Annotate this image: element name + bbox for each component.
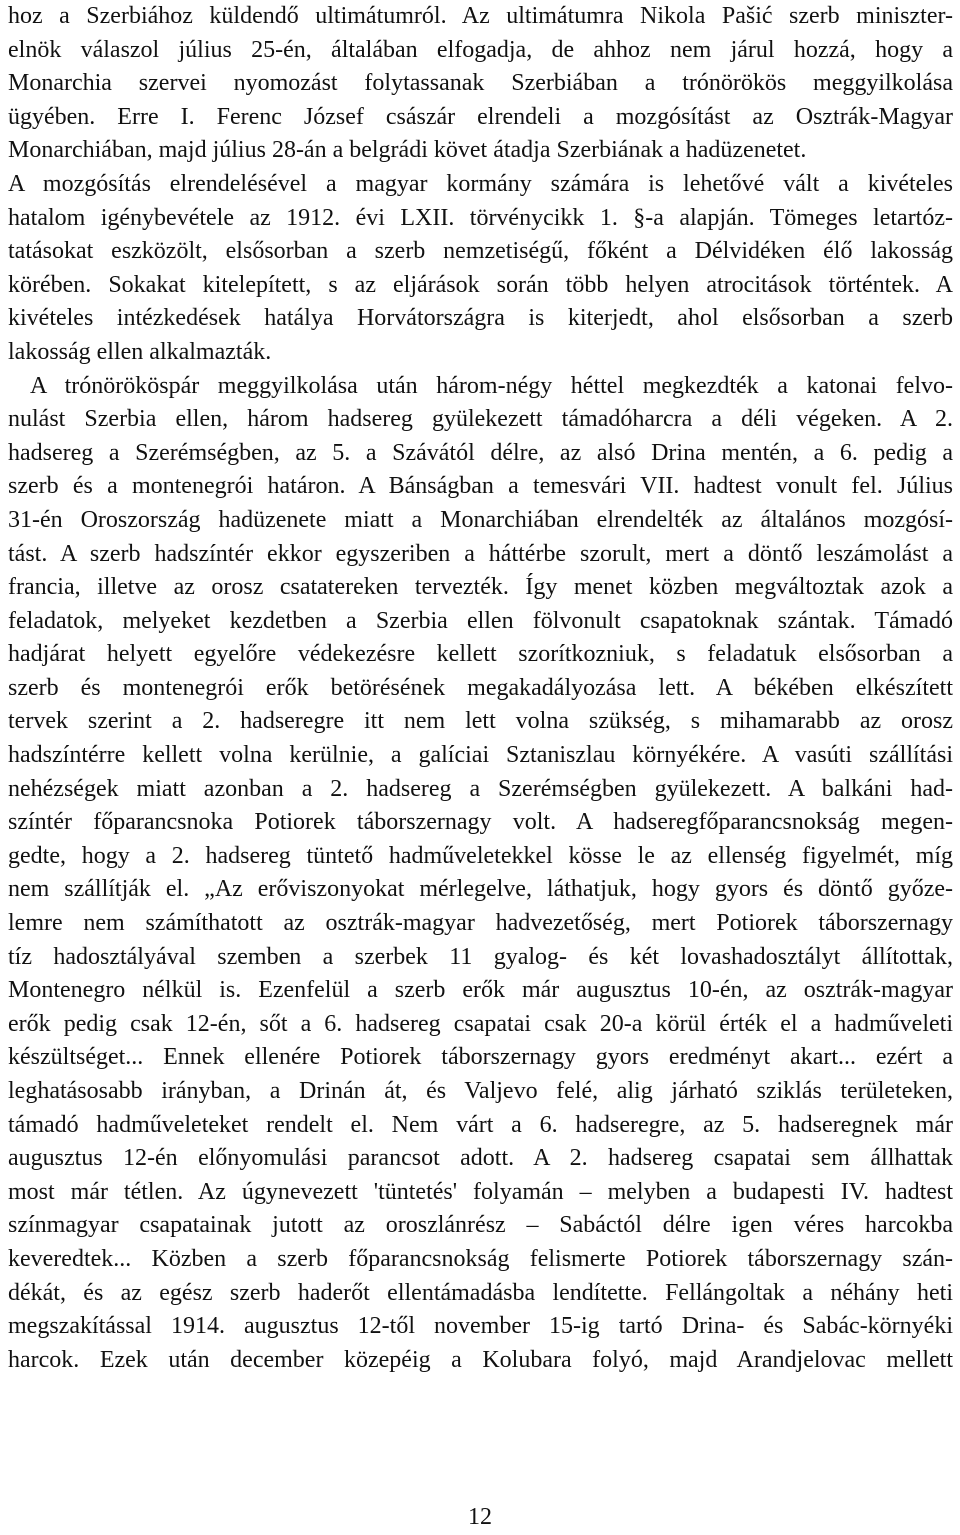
text-line: hatalom igénybevétele az 1912. évi LXII. törvénycikk 1. §-a alapján. Tömeges letartóz- <box>8 204 953 231</box>
text-line: 31-én Oroszország hadüzenete miatt a Monarchiában elrendelték az általános mozgósí- <box>8 506 953 533</box>
text-line: hadjárat helyett egyelőre védekezésre kellett szorítkozniuk, s feladatuk elsősorban a <box>8 641 953 668</box>
text-line: támadó hadműveleteket rendelt el. Nem várt a 6. hadseregre, az 5. hadseregnek már <box>8 1111 953 1138</box>
text-line: ügyében. Erre I. Ferenc József császár elrendeli a mozgósítást az Osztrák-Magyar <box>8 103 953 130</box>
text-line: nulást Szerbia ellen, három hadsereg gyülekezett támadóharcra a déli végeken. A 2. <box>8 406 953 433</box>
text-line: tervek szerint a 2. hadseregre itt nem lett volna szükség, s mihamarabb az orosz <box>8 708 953 735</box>
text-line: hadszíntérre kellett volna kerülnie, a galíciai Sztaniszlau környékére. A vasúti szállítási <box>8 742 953 769</box>
text-line: színmagyar csapatainak jutott az oroszlánrész – Sabáctól délre igen véres harcokba <box>8 1212 953 1239</box>
text-line: harcok. Ezek után december közepéig a Kolubara folyó, majd Arandjelovac mellett <box>8 1346 953 1373</box>
text-line: tíz hadosztályával szemben a szerbek 11 gyalog- és két lovashadosztályt állítottak, <box>8 943 953 970</box>
text-line: most már tétlen. Az úgynevezett 'tüntetés' folyamán – melyben a budapesti IV. hadtest <box>8 1178 953 1205</box>
text-line: elnök válaszol július 25-én, általában elfogadja, de ahhoz nem járul hozzá, hogy a <box>8 36 953 63</box>
text-line: erők pedig csak 12-én, sőt a 6. hadsereg csapatai csak 20-a körül érték el a hadműveleti <box>8 1010 953 1037</box>
text-line: hoz a Szerbiához küldendő ultimátumról. Az ultimátumra Nikola Pašić szerb miniszter- <box>8 3 953 29</box>
text-line: kivételes intézkedések hatálya Horvátországra is kiterjedt, ahol elsősorban a szerb <box>8 305 953 332</box>
paragraph-start-line: A trónörököspár meggyilkolása után három-négy héttel megkezdték a katonai felvo- <box>30 372 953 399</box>
text-line: megszakítással 1914. augusztus 12-től november 15-ig tartó Drina- és Sabác-környéki <box>8 1313 953 1340</box>
text-line: tatásokat eszközölt, elsősorban a szerb nemzetiségű, főként a Délvidéken élő lakosság <box>8 238 953 265</box>
text-line: francia, illetve az orosz csatatereken tervezték. Így menet közben megváltoztak azok a <box>8 574 953 601</box>
text-line: Montenegro nélkül is. Ezenfelül a szerb erők már augusztus 10-én, az osztrák-magyar <box>8 977 953 1004</box>
text-line: A mozgósítás elrendelésével a magyar kormány számára is lehetővé vált a kivételes <box>8 170 953 197</box>
document-body <box>8 0 953 1377</box>
text-line: augusztus 12-én előnyomulási parancsot adott. A 2. hadsereg csapatai sem állhattak <box>8 1145 953 1172</box>
text-line: leghatásosabb irányban, a Drinán át, és Valjevo felé, alig járható sziklás területeken, <box>8 1078 953 1104</box>
text-line: hadsereg a Szerémségben, az 5. a Szávától délre, az alsó Drina mentén, a 6. pedig a <box>8 439 953 466</box>
text-line: körében. Sokakat kitelepített, s az eljárások során több helyen atrocitások történtek. A <box>8 271 953 298</box>
text-line: készültséget... Ennek ellenére Potiorek táborszernagy gyors eredményt akart... ezért a <box>8 1044 953 1071</box>
text-line: szerb és montenegrói erők betörésének megakadályozása lett. A békében elkészített <box>8 674 953 701</box>
text-line: tást. A szerb hadszíntér ekkor egyszeriben a háttérbe szorult, mert a döntő leszámolást a <box>8 540 953 567</box>
text-line: nehézségek miatt azonban a 2. hadsereg a Szerémségben gyülekezett. A balkáni had- <box>8 775 953 802</box>
text-line: lemre nem számíthatott az osztrák-magyar hadvezetőség, mert Potiorek táborszernagy <box>8 910 953 937</box>
text-line: nem szállítják el. „Az erőviszonyokat mérlegelve, láthatjuk, hogy gyors és döntő győze- <box>8 876 953 903</box>
text-line: dékát, és az egész szerb haderőt ellentámadásba lendítette. Fellángoltak a néhány heti <box>8 1279 953 1306</box>
text-line: szerb és a montenegrói határon. A Bánságban a temesvári VII. hadtest vonult fel. Július <box>8 473 953 500</box>
text-line: gedte, hogy a 2. hadsereg tüntető hadműveletekkel kösse le az ellenség figyelmét, míg <box>8 842 953 869</box>
page-number: 12 <box>468 1504 492 1530</box>
text-line: színtér főparancsnoka Potiorek táborszernagy volt. A hadseregfőparancsnokság megen- <box>8 809 953 836</box>
text-line: feladatok, melyeket kezdetben a Szerbia ellen fölvonult csapatoknak szántak. Támadó <box>8 607 953 634</box>
paragraph-end-line: lakosság ellen alkalmazták. <box>8 338 272 365</box>
text-line: Monarchiában, majd július 28-án a belgrádi követ átadja Szerbiának a hadüzenetet. <box>8 137 807 164</box>
text-line: Monarchia szervei nyomozást folytassanak Szerbiában a trónörökös meggyilkolása <box>8 70 953 97</box>
text-line: keveredtek... Közben a szerb főparancsnokság felismerte Potiorek táborszernagy szán- <box>8 1245 953 1272</box>
